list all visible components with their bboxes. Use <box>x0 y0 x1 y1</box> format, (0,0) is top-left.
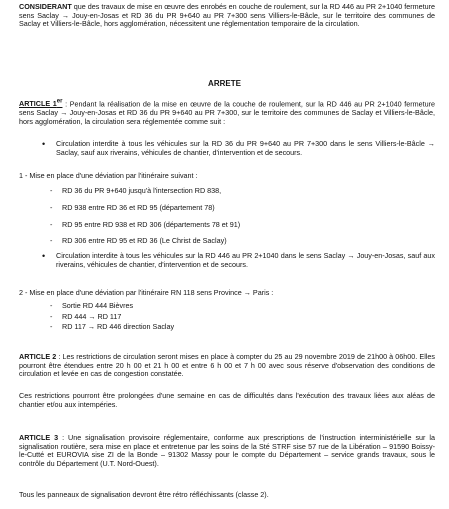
deviation2-heading: 2 - Mise en place d'une déviation par l'itinéraire RN 118 sens Province → Paris : <box>19 288 274 297</box>
deviation1-heading: 1 - Mise en place d'une déviation par l'itinéraire suivant : <box>19 171 198 180</box>
article1-bullet1: • Circulation interdite à tous les véhicules sur la RD 36 du PR 9+640 au PR 7+300 dans le sens Villiers-le-Bâcle → Saclay, sauf aux riverains, véhicules de chantier, d'intervention et de secours. <box>56 140 435 157</box>
considerant-label: CONSIDERANT <box>19 2 72 11</box>
deviation2-item: - Sortie RD 444 Bièvres <box>62 302 435 313</box>
article2-paragraph2: Ces restrictions pourront être prolongées d'une semaine en cas de difficultés dans l'exécution des travaux liées aux aléas de chantier et/ou aux intempéries. <box>19 391 435 409</box>
deviation1-list <box>19 187 435 254</box>
deviation1-item: - RD 36 du PR 9+640 jusqu'à l'intersection RD 838, <box>62 187 435 204</box>
article2-paragraph <box>19 353 435 379</box>
article1-text: : Pendant la réalisation de la mise en œuvre de la couche de roulement, sur la RD 446 au PR 2+1040 fermeture sens Saclay → Jouy-en-Josas et RD 36 du PR 9+640 au PR 7+300, sur le territoire des communes de Saclay et Villiers-le-Bâcle, hors agglomération, la circulation sera réglementée comme suit : <box>19 99 435 126</box>
article3-paragraph2: Tous les panneaux de signalisation devront être rétro réfléchissants (classe 2). <box>19 490 269 499</box>
article1-bullet2: • Circulation interdite à tous les véhicules sur la RD 446 au PR 2+1040 dans le sens Saclay → Jouy-en-Josas, sauf aux riverains, véhicules de chantier, d'intervention et de secours. <box>56 252 435 269</box>
article1-bullet1-block <box>34 140 435 157</box>
arrete-title: ARRETE <box>208 79 241 88</box>
deviation1-item: - RD 306 entre RD 95 et RD 36 (Le Christ de Saclay) <box>62 237 435 254</box>
article1-paragraph <box>19 98 435 126</box>
article3-paragraph <box>19 434 435 468</box>
considerant-paragraph <box>19 3 435 29</box>
article3-text: : Une signalisation provisoire réglementaire, conforme aux prescriptions de l'instruction interministérielle sur la signalisation routière, sera mise en place et entretenue par les soins de la Sté STRF sise 57 rue de la Libération – 91590 Boissy-le-Cutté et EUROVIA sise ZI de la Bonde – 91302 Massy pour le compte du Département – service grands travaux, sous le contrôle du Département (U.T. Nord-Ouest). <box>19 433 435 468</box>
deviation2-item: - RD 117 → RD 446 direction Saclay <box>62 323 435 334</box>
deviation1-item: - RD 938 entre RD 36 et RD 95 (département 78) <box>62 204 435 221</box>
article1-bullet2-block <box>34 252 435 269</box>
deviation1-item: - RD 95 entre RD 938 et RD 306 (départements 78 et 91) <box>62 221 435 238</box>
deviation2-list <box>19 302 435 334</box>
deviation2-item: - RD 444 → RD 117 <box>62 313 435 324</box>
article3-label: ARTICLE 3 <box>19 433 59 442</box>
article1-label: ARTICLE 1er <box>19 99 63 109</box>
considerant-text: que des travaux de mise en œuvre des enrobés en couche de roulement, sur la RD 446 au PR 2+1040 fermeture sens Saclay → Jouy-en-Josas et RD 36 du PR 9+640 au PR 7+300 sens Villiers-le-Bâcle, sur le territoire des communes de Saclay et Villiers-le-Bâcle, hors agglomération, nécessitent une réglementation temporaire de la circulation. <box>19 2 435 29</box>
article2-text: : Les restrictions de circulation seront mises en place à compter du 25 au 29 novembre 2019 de 21h00 à 06h00. Elles pourront être étendues entre 20 h 00 et 21 h 00 et entre 6 h 00 et 7 h 00 avec sous réserve d'observation des conditions de circulation et levée en cas de congestion constatée. <box>19 352 435 379</box>
article2-label: ARTICLE 2 <box>19 352 57 361</box>
